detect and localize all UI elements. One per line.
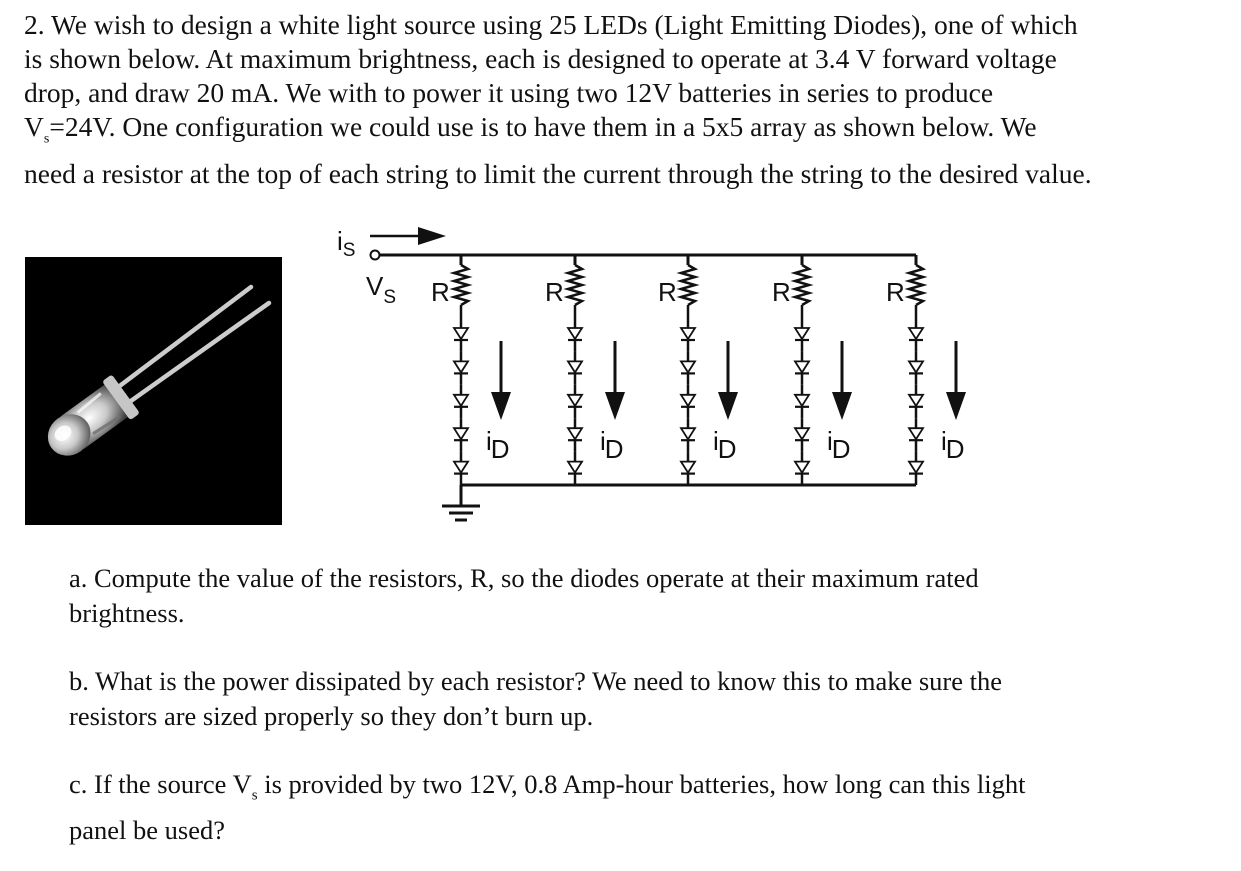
diode-current-arrow xyxy=(491,392,511,420)
led-1-5 xyxy=(454,452,468,485)
source-current-label: $i_S$ xyxy=(337,226,356,261)
intro-line-5: need a resistor at the top of each string to limit the current through the string to the desired value. xyxy=(24,157,1092,189)
question-c-text-1: c. If the source V xyxy=(69,769,252,799)
diode-current-label: iD xyxy=(600,426,624,464)
led-3-5 xyxy=(681,452,695,485)
intro-line-4 xyxy=(24,110,1224,157)
intro-line-3: drop, and draw 20 mA. We with to power it using two 12V batteries in series to produce xyxy=(24,77,994,108)
vs-subscript: s xyxy=(43,131,50,147)
led-1-2 xyxy=(454,351,468,384)
resistor-label: R xyxy=(772,277,791,307)
question-c-text-2: is provided by two 12V, 0.8 Amp-hour batteries, how long can this light xyxy=(257,769,1026,799)
resistor-label: R xyxy=(431,277,450,307)
question-a-line-1: a. Compute the value of the resistors, R, so the diodes operate at their maximum rated xyxy=(69,563,979,593)
diode-current-label: iD xyxy=(941,426,965,464)
led-5-5 xyxy=(909,452,923,485)
intro-line-4-text: =24V. One configuration we could use is to have them in a 5x5 array as shown below. We xyxy=(49,111,1037,142)
question-c-subscript: s xyxy=(251,787,258,804)
led-1-4 xyxy=(454,418,468,451)
diode-current-label: iD xyxy=(827,426,851,464)
led-4-5 xyxy=(795,452,809,485)
resistor-2 xyxy=(568,265,582,305)
led-2-2 xyxy=(568,351,582,384)
diode-current-arrow xyxy=(832,392,852,420)
led-2-1 xyxy=(568,318,582,351)
led-array-circuit xyxy=(320,210,980,530)
led-4-2 xyxy=(795,351,809,384)
led-2-3 xyxy=(568,385,582,418)
source-current-arrow xyxy=(418,227,446,245)
source-terminal xyxy=(371,251,380,260)
source-voltage-label: $V_S$ xyxy=(366,271,397,308)
led-1-3 xyxy=(454,385,468,418)
question-a-line-2: brightness. xyxy=(69,598,185,628)
led-3-1 xyxy=(681,318,695,351)
question-c-line-1 xyxy=(69,767,1189,813)
led-4-1 xyxy=(795,318,809,351)
question-b xyxy=(69,664,1189,734)
led-photo xyxy=(25,257,282,525)
led-string-2 xyxy=(545,255,625,485)
intro-line-1: 2. We wish to design a white light source using 25 LEDs (Light Emitting Diodes), one of which xyxy=(24,9,1078,40)
question-b-line-1: b. What is the power dissipated by each resistor? We need to know this to make sure the xyxy=(69,666,1002,696)
diode-current-label: iD xyxy=(713,426,737,464)
diode-current-arrow xyxy=(718,392,738,420)
resistor-1 xyxy=(454,265,468,305)
led-5-4 xyxy=(909,418,923,451)
question-c xyxy=(69,767,1189,848)
resistor-3 xyxy=(681,265,695,305)
resistor-label: R xyxy=(658,277,677,307)
diode-current-arrow xyxy=(946,392,966,420)
question-b-line-2: resistors are sized properly so they don’t burn up. xyxy=(69,701,594,731)
vs-symbol: V xyxy=(24,111,44,142)
led-4-3 xyxy=(795,385,809,418)
led-5-3 xyxy=(909,385,923,418)
led-3-3 xyxy=(681,385,695,418)
led-5-1 xyxy=(909,318,923,351)
led-2-5 xyxy=(568,452,582,485)
resistor-4 xyxy=(795,265,809,305)
led-4-4 xyxy=(795,418,809,451)
led-3-2 xyxy=(681,351,695,384)
led-string-1 xyxy=(431,255,511,485)
resistor-label: R xyxy=(545,277,564,307)
led-1-1 xyxy=(454,318,468,351)
diode-current-label: iD xyxy=(486,426,510,464)
led-2-4 xyxy=(568,418,582,451)
resistor-label: R xyxy=(886,277,905,307)
diode-current-arrow xyxy=(605,392,625,420)
problem-statement xyxy=(24,8,1224,191)
led-string-4 xyxy=(772,255,852,485)
intro-line-2: is shown below. At maximum brightness, each is designed to operate at 3.4 V forward voltage xyxy=(24,43,1057,74)
question-a xyxy=(69,561,1189,631)
led-3-4 xyxy=(681,418,695,451)
led-string-5 xyxy=(886,255,966,485)
question-c-line-2: panel be used? xyxy=(69,815,225,846)
led-5-2 xyxy=(909,351,923,384)
led-string-3 xyxy=(658,255,738,485)
resistor-5 xyxy=(909,265,923,305)
